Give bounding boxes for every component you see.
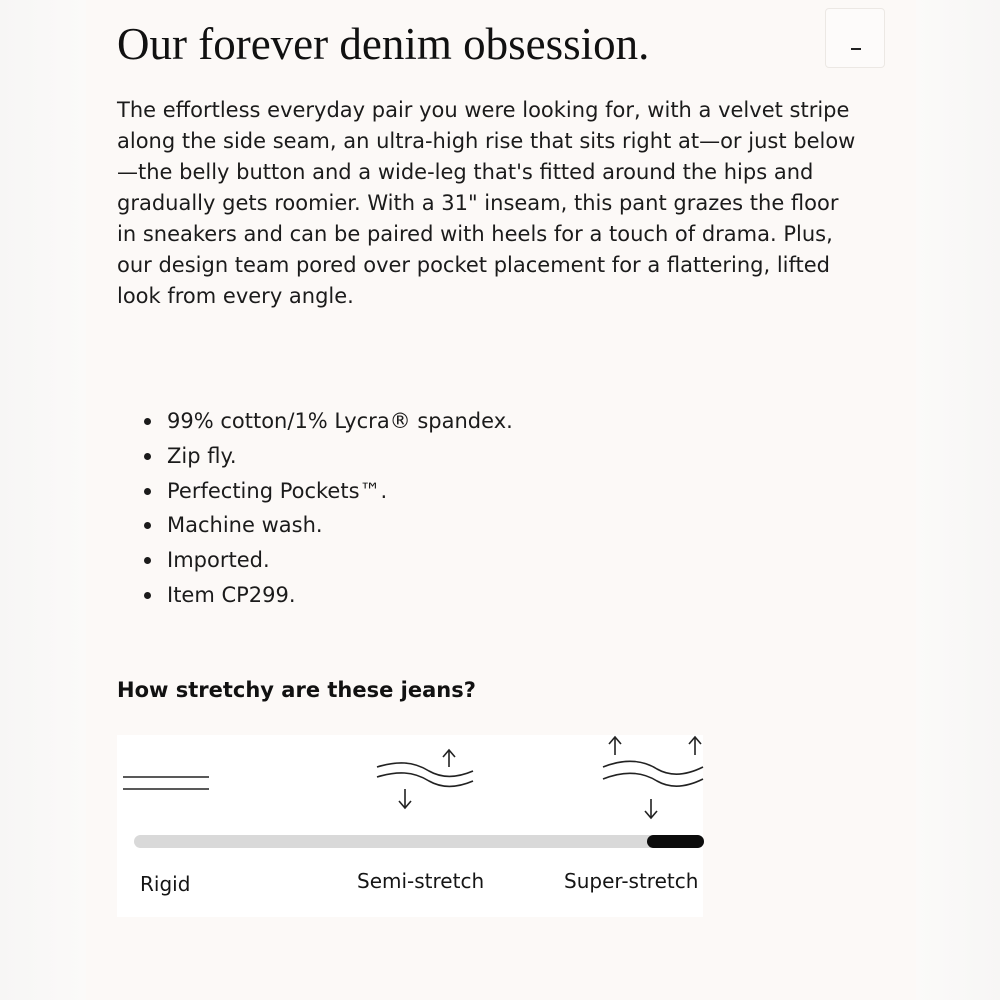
stretch-heading: How stretchy are these jeans? (117, 678, 476, 702)
bullet-icon (144, 557, 151, 564)
stretch-scale (117, 735, 703, 917)
rigid-label: Rigid (140, 872, 191, 896)
feature-item (117, 578, 717, 613)
feature-text: Zip fly. (167, 443, 237, 468)
feature-text: Machine wash. (167, 513, 323, 538)
bullet-icon (144, 522, 151, 529)
minus-icon (851, 48, 861, 50)
feature-item (117, 474, 717, 509)
bullet-icon (144, 418, 151, 425)
bullet-icon (144, 453, 151, 460)
feature-item (117, 439, 717, 474)
right-backdrop (916, 0, 1000, 1000)
rigid-lines-icon (123, 775, 209, 793)
feature-list (117, 404, 717, 613)
feature-item (117, 543, 717, 578)
product-description: The effortless everyday pair you were looking for, with a velvet stripe along the side seam, an ultra-high rise that sits right at—or just below—the belly button and a wide-leg that's fitted around the hips and gradually gets roomier. With a 31" inseam, this pant grazes the floor in sneakers and can be paired with heels for a touch of drama. Plus, our design team pored over pocket placement for a flattering, lifted look from every angle. (117, 98, 856, 308)
stretch-track (134, 835, 704, 848)
feature-item (117, 508, 717, 543)
feature-item (117, 404, 717, 439)
feature-text: Perfecting Pockets™. (167, 478, 388, 503)
feature-text: Item CP299. (167, 582, 296, 607)
bullet-icon (144, 592, 151, 599)
feature-text: 99% cotton/1% Lycra® spandex. (167, 409, 513, 433)
bullet-icon (144, 488, 151, 495)
semi-stretch-waves-icon (373, 745, 477, 815)
super-stretch-label: Super-stretch (564, 869, 699, 893)
section-title: Our forever denim obsession. (117, 19, 650, 69)
feature-text: Imported. (167, 548, 270, 573)
collapse-button[interactable] (825, 8, 885, 68)
stretch-level-fill (647, 835, 704, 848)
left-backdrop (0, 0, 86, 1000)
super-stretch-waves-icon (601, 735, 705, 821)
semi-stretch-label: Semi-stretch (357, 869, 485, 893)
